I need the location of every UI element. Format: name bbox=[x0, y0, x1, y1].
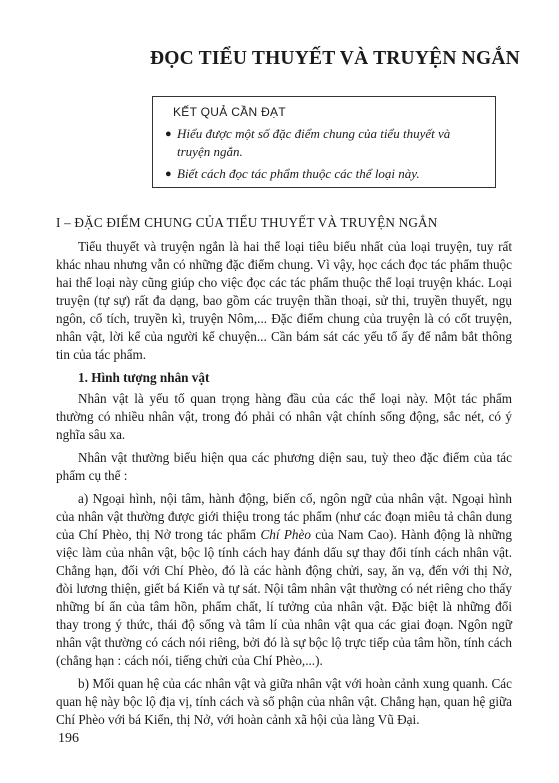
point-a-text-end: của Nam Cao). Hành động là những việc làm của nhân vật, bộc lộ tính cách hay đánh dấu sự thay đổi tính cách nhân vật. Chẳng hạn, đối với Chí Phèo, đó là các hành động chửi, say, ăn vạ, đến với thị Nở, đòi lương thiện, giết bá Kiến và tự sát. Nội tâm nhân vật thường có nét riêng cho thấy những bí ẩn của tâm hồn, phẩm chất, lí tưởng của nhân vật. Đặc biệt là những đổi thay trong ý thức, thái độ sống và tâm lí của nhân vật qua các giai đoạn. Ngôn ngữ nhân vật thường có cách nói riêng, bởi đó là sự bộc lộ trực tiếp của tâm hồn, tính cách (chẳng hạn : cách nói, tiếng chửi của Chí Phèo,...). bbox=[56, 527, 512, 668]
paragraph-character-aspects: Nhân vật thường biểu hiện qua các phương diện sau, tuỳ theo đặc điểm của tác phẩm cụ thể : bbox=[56, 450, 512, 483]
learning-goal-text: Biết cách đọc tác phẩm thuộc các thể loại này. bbox=[177, 166, 420, 181]
page-title: ĐỌC TIỂU THUYẾT VÀ TRUYỆN NGẮN bbox=[150, 48, 520, 69]
bullet-icon: ● bbox=[165, 128, 172, 140]
learning-goal-text: Hiểu được một số đặc điểm chung của tiểu thuyết và truyện ngắn. bbox=[177, 126, 451, 159]
learning-goals-box bbox=[152, 96, 496, 188]
paragraph-intro: Tiểu thuyết và truyện ngắn là hai thể loại tiêu biểu nhất của loại truyện, tuy rất khác nhau nhưng vẫn có những đặc điểm chung. Vì vậy, học cách đọc tác phẩm thuộc hai thể loại này cũng giúp cho việc đọc các tác phẩm thuộc thể loại truyện khác. Loại truyện (tự sự) rất đa dạng, bao gồm các truyện thần thoại, sử thi, truyền thuyết, ngụ ngôn, cổ tích, truyền kì, truyện Nôm,... Đặc điểm chung của truyện là có cốt truyện, nhân vật, lời kể của người kể chuyện... Cần bám sát các yếu tố ấy để nắm bắt thông tin của tác phẩm. bbox=[56, 239, 512, 362]
section-heading: I – ĐẶC ĐIỂM CHUNG CỦA TIỂU THUYẾT VÀ TRUYỆN NGẮN bbox=[56, 215, 438, 230]
subsection-heading: 1. Hình tượng nhân vật bbox=[78, 370, 210, 385]
paragraph-point-b: b) Mối quan hệ của các nhân vật và giữa nhân vật với hoàn cảnh xung quanh. Các quan hệ này bộc lộ địa vị, tính cách và số phận của nhân vật. Chẳng hạn, quan hệ giữa Chí Phèo với bá Kiến, thị Nở, với hoàn cảnh xã hội của làng Vũ Đại. bbox=[56, 676, 512, 727]
work-title-chi-pheo: Chí Phèo bbox=[260, 527, 311, 542]
learning-goals-heading: KẾT QUẢ CẦN ĐẠT bbox=[173, 105, 286, 119]
bullet-icon: ● bbox=[165, 168, 172, 180]
main-content bbox=[56, 214, 512, 734]
point-a-text-start: a) Ngoại hình, nội tâm, hành động, biến cố, ngôn ngữ của nhân vật. Ngoại hình của nhân vật thường được giới thiệu trong tác phẩm (như các đoạn miêu tả chân dung của Chí Phèo, thị Nở trong tác phẩm bbox=[56, 491, 512, 542]
paragraph-character-importance: Nhân vật là yếu tố quan trọng hàng đầu của các thể loại này. Một tác phẩm thường có nhiều nhân vật, trong đó phải có nhân vật chính sống động, sắc nét, có ý nghĩa sâu xa. bbox=[56, 391, 512, 442]
learning-goal-item bbox=[165, 125, 485, 161]
page-number: 196 bbox=[58, 731, 79, 746]
learning-goal-item bbox=[165, 165, 485, 183]
paragraph-point-a bbox=[56, 490, 512, 670]
